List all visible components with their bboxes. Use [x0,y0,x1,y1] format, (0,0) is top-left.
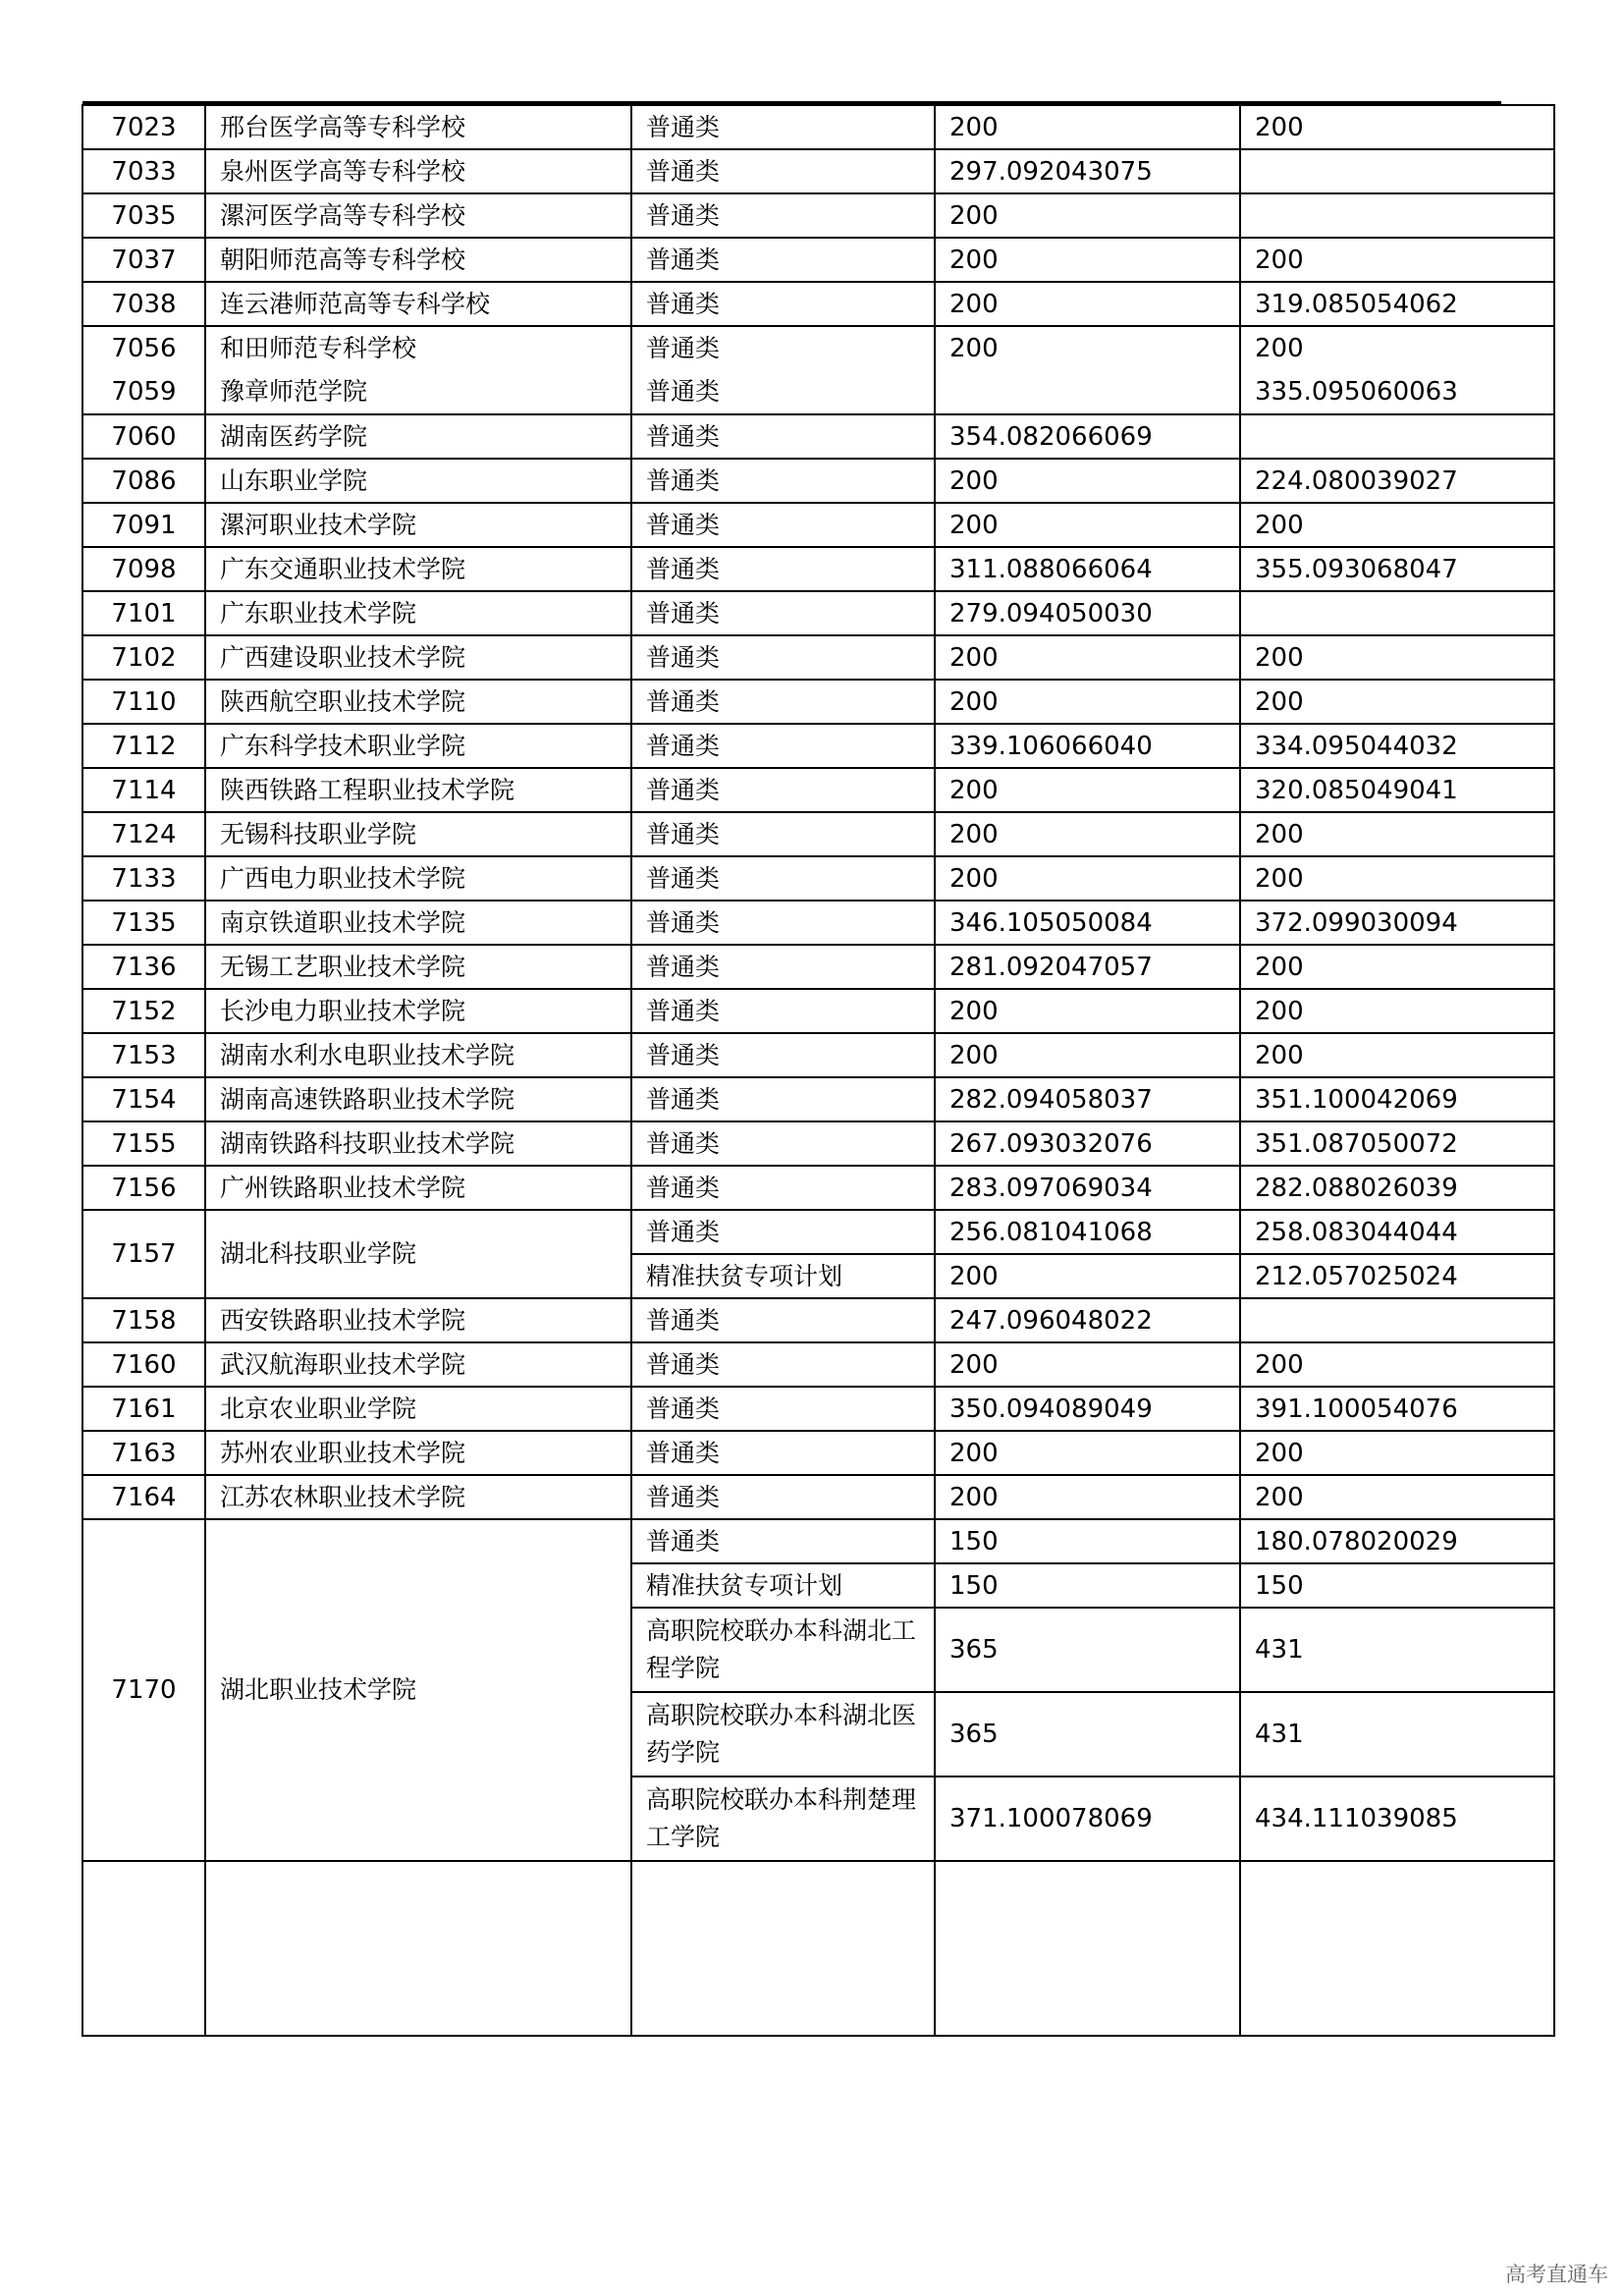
score-2: 200 [1240,945,1554,989]
table-row [82,503,1554,547]
school-name: 广西建设职业技术学院 [205,635,631,680]
school-code: 7158 [82,1298,205,1342]
score-1: 365 [935,1692,1240,1777]
category: 普通类 [646,334,721,362]
table-row [82,1121,1554,1166]
score-1: 150 [935,1519,1240,1563]
score-1: 297.092043075 [935,149,1240,193]
table-row [82,1475,1554,1519]
school-code: 7160 [82,1342,205,1387]
score-2: 200 [1240,503,1554,547]
score-1: 200 [935,635,1240,680]
school-name: 广东职业技术学院 [205,591,631,635]
table-row [82,326,1554,414]
school-name-pair [205,326,631,414]
table-row [82,547,1554,591]
score-2: 200 [1240,812,1554,856]
table-row [82,1387,1554,1431]
school-code: 7133 [82,856,205,901]
category: 普通类 [631,503,935,547]
school-name: 湖南铁路科技职业技术学院 [205,1121,631,1166]
school-name: 广东科学技术职业学院 [205,724,631,768]
category: 普通类 [631,414,935,459]
score-1: 200 [935,812,1240,856]
score-1: 200 [935,282,1240,326]
score-1: 200 [935,238,1240,282]
category: 普通类 [631,1387,935,1431]
score-2 [1240,591,1554,635]
school-name: 湖南高速铁路职业技术学院 [205,1077,631,1121]
score-2: 200 [1240,1342,1554,1387]
school-name: 无锡工艺职业技术学院 [205,945,631,989]
score-2: 319.085054062 [1240,282,1554,326]
school-code: 7163 [82,1431,205,1475]
table-row [82,193,1554,238]
score-1: 200 [935,1342,1240,1387]
school-code: 7037 [82,238,205,282]
score-1: 200 [935,989,1240,1033]
score-2: 351.100042069 [1240,1077,1554,1121]
score-1: 200 [935,1033,1240,1077]
school-name: 漯河职业技术学院 [205,503,631,547]
school-name: 广州铁路职业技术学院 [205,1166,631,1210]
table-row [82,1210,1554,1254]
school-name: 武汉航海职业技术学院 [205,1342,631,1387]
score-2: 391.100054076 [1240,1387,1554,1431]
empty-cell [205,1861,631,2036]
table-row [82,812,1554,856]
score-1: 365 [935,1608,1240,1692]
table-row [82,768,1554,812]
score-1 [949,370,1227,413]
school-name: 江苏农林职业技术学院 [205,1475,631,1519]
score-2: 212.057025024 [1240,1254,1554,1298]
score-2: 200 [1240,989,1554,1033]
score-2: 372.099030094 [1240,901,1554,945]
table-row [82,1033,1554,1077]
school-code: 7110 [82,680,205,724]
category: 普通类 [631,1077,935,1121]
score-2: 355.093068047 [1240,547,1554,591]
table-row [82,1166,1554,1210]
category: 普通类 [631,1033,935,1077]
table-row [82,282,1554,326]
table-row [82,1077,1554,1121]
school-code: 7153 [82,1033,205,1077]
school-code: 7091 [82,503,205,547]
category: 普通类 [631,856,935,901]
category: 普通类 [631,1210,935,1254]
score-2: 335.095060063 [1255,377,1458,407]
school-code: 7112 [82,724,205,768]
school-code: 7164 [82,1475,205,1519]
score-2: 200 [1240,105,1554,149]
school-code-pair [82,326,205,414]
score-2: 200 [1240,1475,1554,1519]
category: 普通类 [631,680,935,724]
category: 普通类 [631,282,935,326]
score-1: 283.097069034 [935,1166,1240,1210]
score-2: 200 [1240,856,1554,901]
school-code: 7161 [82,1387,205,1431]
school-code: 7114 [82,768,205,812]
school-name: 广西电力职业技术学院 [205,856,631,901]
table-row [82,105,1554,149]
score-2: 200 [1240,635,1554,680]
category: 普通类 [631,1431,935,1475]
table-row [82,945,1554,989]
score-2: 351.087050072 [1240,1121,1554,1166]
score-2: 282.088026039 [1240,1166,1554,1210]
school-name: 漯河医学高等专科学校 [205,193,631,238]
table-row [82,414,1554,459]
school-name: 陕西铁路工程职业技术学院 [205,768,631,812]
score-1: 200 [935,105,1240,149]
school-code: 7154 [82,1077,205,1121]
score-2: 200 [1240,1431,1554,1475]
school-code: 7124 [82,812,205,856]
score-1: 371.100078069 [935,1777,1240,1861]
category: 普通类 [631,1298,935,1342]
score-2 [1240,1298,1554,1342]
category: 普通类 [631,812,935,856]
score-1: 256.081041068 [935,1210,1240,1254]
table-row [82,856,1554,901]
table-row [82,901,1554,945]
score-2: 200 [1240,1033,1554,1077]
category: 普通类 [631,635,935,680]
school-code: 7086 [82,459,205,503]
watermark: 高考直通车 [1505,2263,1608,2286]
table-row [82,591,1554,635]
category: 普通类 [646,377,721,406]
table-row [82,149,1554,193]
category: 普通类 [631,591,935,635]
score-1: 282.094058037 [935,1077,1240,1121]
score-1: 150 [935,1563,1240,1608]
school-name: 广东交通职业技术学院 [205,547,631,591]
score-1: 200 [949,334,999,363]
score-2 [1240,149,1554,193]
score-2-pair [1240,326,1554,414]
school-name: 湖北职业技术学院 [205,1519,631,1861]
score-1: 279.094050030 [935,591,1240,635]
score-1: 281.092047057 [935,945,1240,989]
table-row [82,989,1554,1033]
school-name: 苏州农业职业技术学院 [205,1431,631,1475]
score-1: 200 [935,856,1240,901]
empty-cell [631,1861,935,2036]
score-2: 200 [1240,680,1554,724]
score-2: 200 [1255,334,1304,363]
score-1: 267.093032076 [935,1121,1240,1166]
category: 普通类 [631,1475,935,1519]
school-name: 陕西航空职业技术学院 [205,680,631,724]
category: 普通类 [631,459,935,503]
score-1: 200 [935,1431,1240,1475]
school-code: 7038 [82,282,205,326]
empty-cell [1240,1861,1554,2036]
school-name: 湖北科技职业学院 [205,1210,631,1298]
school-name: 连云港师范高等专科学校 [205,282,631,326]
table-row [82,459,1554,503]
score-2: 320.085049041 [1240,768,1554,812]
score-1: 200 [935,193,1240,238]
score-1: 200 [935,768,1240,812]
score-1: 247.096048022 [935,1298,1240,1342]
school-name: 北京农业职业学院 [205,1387,631,1431]
score-2: 150 [1240,1563,1554,1608]
score-2: 434.111039085 [1240,1777,1554,1861]
table-row [82,724,1554,768]
school-code: 7156 [82,1166,205,1210]
category: 高职院校联办本科湖北医药学院 [631,1692,935,1777]
table-row [82,1298,1554,1342]
table-row [82,680,1554,724]
school-code: 7023 [82,105,205,149]
score-1: 350.094089049 [935,1387,1240,1431]
category: 普通类 [631,1166,935,1210]
score-2: 334.095044032 [1240,724,1554,768]
score-2 [1240,193,1554,238]
school-name: 西安铁路职业技术学院 [205,1298,631,1342]
category: 高职院校联办本科荆楚理工学院 [631,1777,935,1861]
category: 普通类 [631,1519,935,1563]
score-1: 200 [935,503,1240,547]
school-code: 7152 [82,989,205,1033]
category-pair [631,326,935,414]
category: 普通类 [631,238,935,282]
score-2: 431 [1240,1692,1554,1777]
score-1: 200 [935,459,1240,503]
school-name: 湖南医药学院 [205,414,631,459]
score-2: 200 [1240,238,1554,282]
school-code: 7101 [82,591,205,635]
school-code: 7136 [82,945,205,989]
school-name: 泉州医学高等专科学校 [205,149,631,193]
school-name: 南京铁道职业技术学院 [205,901,631,945]
score-1: 311.088066064 [935,547,1240,591]
school-code: 7157 [82,1210,205,1298]
score-1: 200 [935,680,1240,724]
school-code: 7056 [111,334,177,363]
table-row [82,1342,1554,1387]
school-code: 7155 [82,1121,205,1166]
table-row [82,1519,1554,1563]
score-2: 258.083044044 [1240,1210,1554,1254]
table-row [82,635,1554,680]
school-name: 山东职业学院 [205,459,631,503]
score-2 [1240,414,1554,459]
school-name: 邢台医学高等专科学校 [205,105,631,149]
score-2: 431 [1240,1608,1554,1692]
category: 普通类 [631,105,935,149]
score-1: 346.105050084 [935,901,1240,945]
table-body [82,105,1554,2036]
category: 普通类 [631,989,935,1033]
category: 普通类 [631,945,935,989]
school-name: 豫章师范学院 [220,377,368,406]
category: 普通类 [631,1121,935,1166]
school-code: 7170 [82,1519,205,1861]
school-code: 7135 [82,901,205,945]
school-code: 7098 [82,547,205,591]
category: 高职院校联办本科湖北工程学院 [631,1608,935,1692]
category: 普通类 [631,724,935,768]
school-code: 7035 [82,193,205,238]
empty-cell [935,1861,1240,2036]
score-1: 200 [935,1475,1240,1519]
school-code: 7060 [82,414,205,459]
score-2: 224.080039027 [1240,459,1554,503]
school-name: 朝阳师范高等专科学校 [205,238,631,282]
score-1-pair [935,326,1240,414]
category: 普通类 [631,768,935,812]
school-name: 无锡科技职业学院 [205,812,631,856]
table-row [82,238,1554,282]
category: 普通类 [631,193,935,238]
admission-score-table [81,104,1555,2037]
table-row [82,1431,1554,1475]
school-code: 7033 [82,149,205,193]
school-name: 和田师范专科学校 [220,334,417,362]
school-name: 湖南水利水电职业技术学院 [205,1033,631,1077]
score-1: 354.082066069 [935,414,1240,459]
school-code: 7059 [111,377,177,407]
score-1: 200 [935,1254,1240,1298]
empty-cell [82,1861,205,2036]
score-2: 180.078020029 [1240,1519,1554,1563]
category: 精准扶贫专项计划 [631,1563,935,1608]
empty-row [82,1861,1554,2036]
school-name: 长沙电力职业技术学院 [205,989,631,1033]
score-1: 339.106066040 [935,724,1240,768]
category: 普通类 [631,1342,935,1387]
school-code: 7102 [82,635,205,680]
category: 普通类 [631,149,935,193]
category: 普通类 [631,901,935,945]
category: 精准扶贫专项计划 [631,1254,935,1298]
category: 普通类 [631,547,935,591]
